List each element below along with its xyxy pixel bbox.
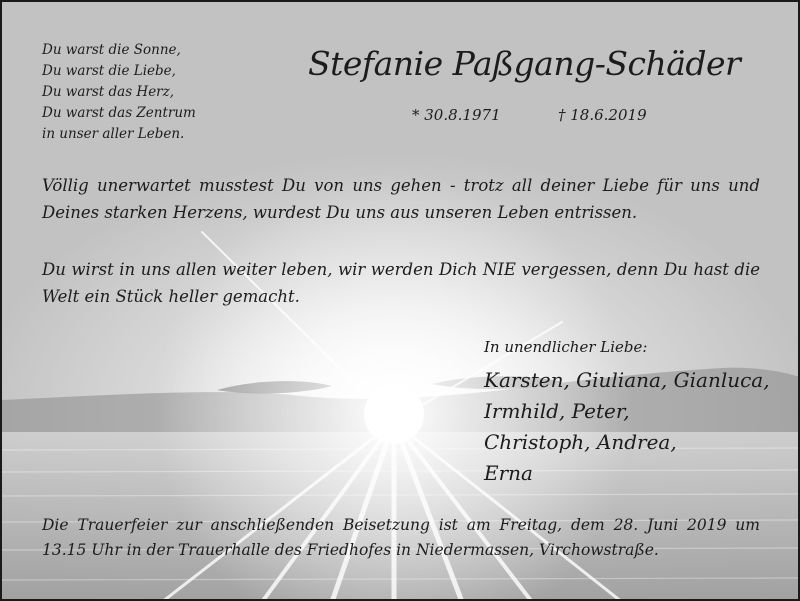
birth-date: * 30.8.1971 (412, 106, 501, 124)
deceased-name: Stefanie Paßgang-Schäder (308, 44, 741, 83)
mourner-line: Erna (484, 461, 533, 485)
funeral-notice: Die Trauerfeier zur anschließenden Beisetzung ist am Freitag, dem 28. Juni 2019 um 13.15 Uhr in der Trauerhalle des Friedhofes in Niedermassen, Virchowstraße. (42, 516, 760, 559)
verse-line: in unser aller Leben. (42, 126, 185, 142)
mourner-line: Karsten, Giuliana, Gianluca, (484, 368, 770, 392)
verse-line: Du warst die Liebe, (42, 63, 176, 79)
memorial-verse (42, 40, 196, 145)
verse-line: Du warst das Zentrum (42, 105, 196, 121)
sun (364, 384, 424, 444)
verse-line: Du warst das Herz, (42, 84, 175, 100)
remembrance-paragraph: Du wirst in uns allen weiter leben, wir werden Dich NIE vergessen, denn Du hast die Welt ein Stück heller gemacht. (42, 260, 760, 306)
mourners-list (484, 365, 770, 489)
signature-label: In unendlicher Liebe: (484, 338, 648, 356)
verse-line: Du warst die Sonne, (42, 42, 181, 58)
death-date: † 18.6.2019 (558, 106, 647, 124)
mourner-line: Irmhild, Peter, (484, 399, 630, 423)
mourner-line: Christoph, Andrea, (484, 430, 677, 454)
farewell-paragraph: Völlig unerwartet musstest Du von uns gehen - trotz all deiner Liebe für uns und Deines starken Herzens, wurdest Du uns aus unseren Leben entrissen. (42, 176, 760, 222)
